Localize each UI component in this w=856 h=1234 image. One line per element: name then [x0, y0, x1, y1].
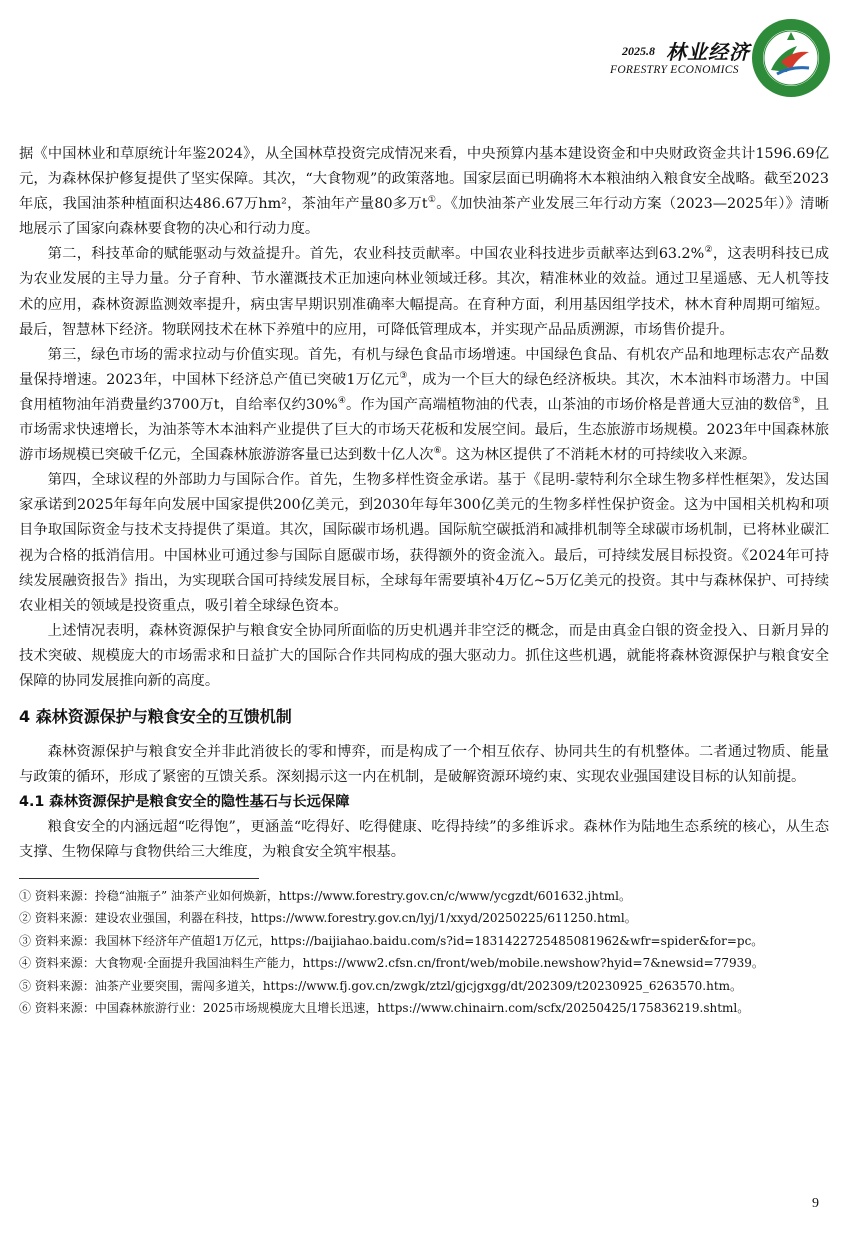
paragraph-1: 据《中国林业和草原统计年鉴2024》，从全国林草投资完成情况来看，中央预算内基本建设资金和中央财政资金共计1596.69亿元，为森林保护修复提供了坚实保障。其次，“大食物观”的政策落地。国家层面已明确将木本粮油纳入粮食安全战略。截至2023年底，我国油茶种植面积达486.67万hm²，茶油年产量80多万t①。《加快油茶产业发展三年行动方案（2023—2025年）》清晰地展示了国家向森林要食物的决心和行动力度。 [19, 146, 829, 238]
footnote-divider [19, 878, 259, 879]
article-body [19, 142, 829, 1020]
section-heading: 4 森林资源保护与粮食安全的互馈机制 [19, 707, 292, 727]
paragraph-6: 森林资源保护与粮食安全并非此消彼长的零和博弈，而是构成了一个相互依存、协同共生的有机整体。二者通过物质、能量与政策的循环，形成了紧密的互馈关系。深刻揭示这一内在机制，是破解资源环境约束、实现农业强国建设目标的认知前提。 [19, 744, 829, 786]
footnotes [19, 885, 829, 1020]
paragraph-5: 上述情况表明，森林资源保护与粮食安全协同所面临的历史机遇并非空泛的概念，而是由真金白银的资金投入、日新月异的技术突破、规模庞大的市场需求和日益扩大的国际合作共同构成的强大驱动力。抓住这些机遇，就能将森林资源保护与粮食安全保障的协同发展推向新的高度。 [19, 622, 829, 689]
issue-label: 2025.8 [622, 44, 655, 58]
paragraph-4: 第四，全球议程的外部助力与国际合作。首先，生物多样性资金承诺。基于《昆明-蒙特利尔全球生物多样性框架》，发达国家承诺到2025年每年向发展中国家提供200亿美元，到2030年每年300亿美元的生物多样性保护资金。这为中国相关机构和项目争取国际资金与技术支持提供了渠道。其次，国际碳市场机遇。国际航空碳抵消和减排机制等全球碳市场机制，已将林业碳汇视为合格的抵消信用。中国林业可通过参与国际自愿碳市场，获得额外的资金流入。最后，可持续发展目标投资。《2024年可持续发展融资报告》指出，为实现联合国可持续发展目标，全球每年需要填补4万亿~5万亿美元的投资。其中与森林保护、可持续农业相关的领域是投资重点，吸引着全球绿色资本。 [19, 472, 829, 614]
footnote-item: ⑥ 资料来源：中国森林旅游行业：2025市场规模庞大且增长迅速，https://www.chinairn.com/scfx/20250425/175836219.shtml。 [19, 1001, 750, 1016]
paragraph-2: 第二，科技革命的赋能驱动与效益提升。首先，农业科技贡献率。中国农业科技进步贡献率达到63.2%②，这表明科技已成为农业发展的主导力量。分子育种、节水灌溉技术正加速向林业领域迁移。其次，精准林业的效益。通过卫星遥感、无人机等技术的应用，森林资源监测效率提升，病虫害早期识别准确率大幅提高。在育种方面，利用基因组学技术，林木育种周期可缩短。最后，智慧林下经济。物联网技术在林下养殖中的应用，可降低管理成本，并实现产品品质溯源，市场售价提升。 [19, 245, 829, 338]
journal-logo [751, 18, 831, 98]
footnote-item: ① 资料来源：拎稳“油瓶子” 油茶产业如何焕新，https://www.forestry.gov.cn/c/www/ycgzdt/601632.jhtml。 [19, 888, 632, 903]
footnote-item: ③ 资料来源：我国林下经济年产值超1万亿元，https://baijiahao.baidu.com/s?id=1831422725485081962&wfr=spider&for=pc。 [19, 933, 764, 948]
page-number: 9 [812, 1196, 819, 1211]
page-header [0, 0, 856, 120]
journal-title-en: FORESTRY ECONOMICS [610, 64, 739, 76]
paragraph-7: 粮食安全的内涵远超“吃得饱”，更涵盖“吃得好、吃得健康、吃得持续”的多维诉求。森林作为陆地生态系统的核心，从生态支撑、生物保障与食物供给三大维度，为粮食安全筑牢根基。 [19, 819, 829, 861]
footnote-item: ④ 资料来源：大食物观·全面提升我国油料生产能力，https://www2.cfsn.cn/front/web/mobile.newshow?hyid=7&newsid=77939。 [19, 956, 764, 971]
footnote-item: ② 资料来源：建设农业强国，利器在科技，https://www.forestry.gov.cn/lyj/1/xxyd/20250225/611250.html。 [19, 911, 637, 926]
paragraph-3: 第三，绿色市场的需求拉动与价值实现。首先，有机与绿色食品市场增速。中国绿色食品、有机农产品和地理标志农产品数量保持增速。2023年，中国林下经济总产值已突破1万亿元③，成为一个巨大的绿色经济板块。其次，木本油料市场潜力。中国食用植物油年消费量约3700万t，自给率仅约30%④。作为国产高端植物油的代表，山茶油的市场价格是普通大豆油的数倍⑤，且市场需求快速增长，为油茶等木本油料产业提供了巨大的市场天花板和发展空间。最后，生态旅游市场规模。2023年中国森林旅游市场规模已突破千亿元，全国森林旅游游客量已达到数十亿人次⑥。这为林区提供了不消耗木材的可持续收入来源。 [19, 346, 830, 464]
subsection-heading: 4.1 森林资源保护是粮食安全的隐性基石与长远保障 [19, 794, 350, 811]
footnote-item: ⑤ 资料来源：油茶产业要突围，需闯多道关，https://www.fj.gov.cn/zwgk/ztzl/gjcjgxgg/dt/202309/t20230925_6263570.htm。 [19, 978, 743, 993]
journal-title-cn: 林业经济 [666, 40, 750, 64]
